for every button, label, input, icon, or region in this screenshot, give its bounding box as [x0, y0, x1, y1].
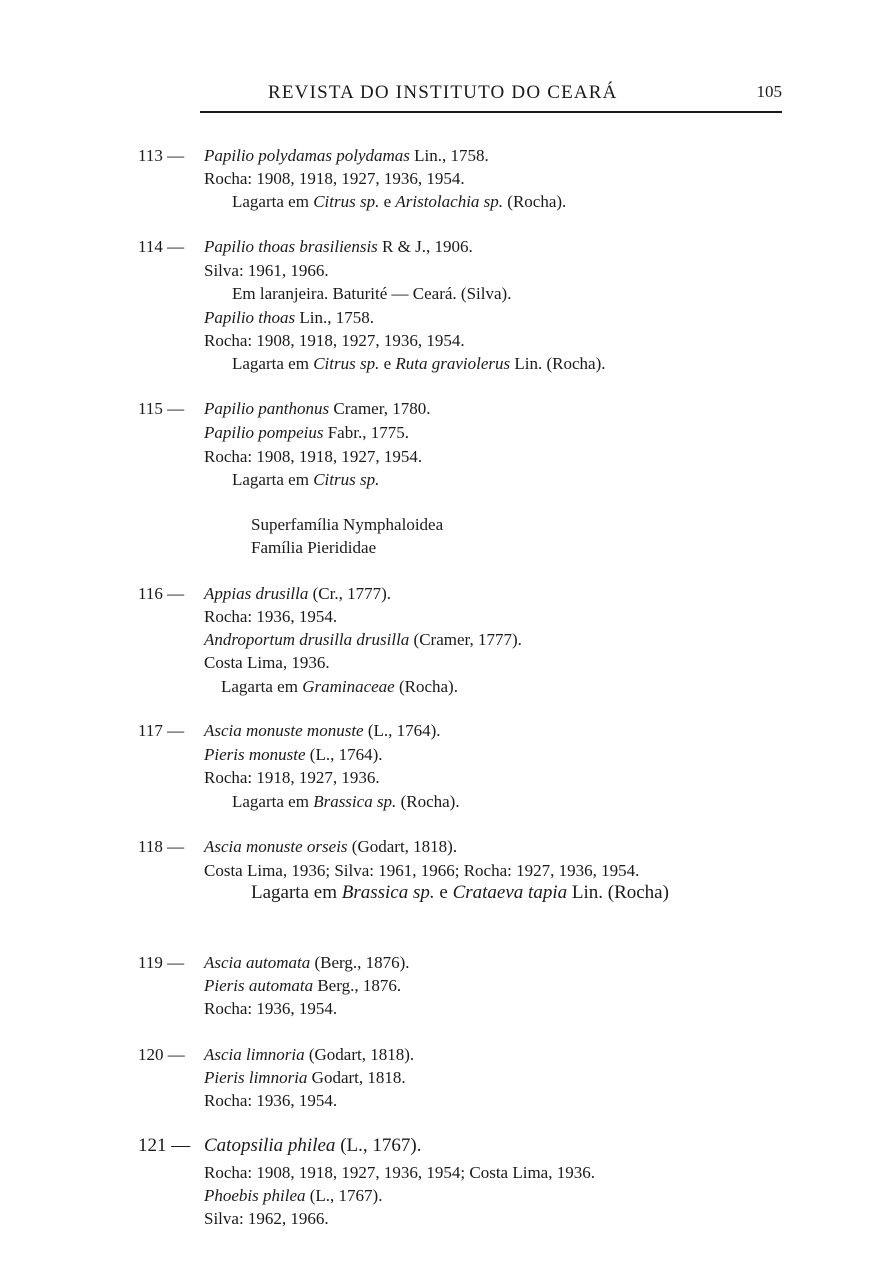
entry-number-113: 113 —	[138, 146, 185, 165]
entry-line: Silva: 1961, 1966.	[204, 261, 329, 280]
entry-line: Costa Lima, 1936; Silva: 1961, 1966; Rocha: 1927, 1936, 1954.	[204, 861, 640, 880]
entry-line: Rocha: 1908, 1918, 1927, 1936, 1954; Costa Lima, 1936.	[204, 1163, 595, 1182]
entry-line: Androportum drusilla drusilla (Cramer, 1777).	[204, 630, 522, 649]
entry-line: Phoebis philea (L., 1767).	[204, 1186, 383, 1205]
entry-line: Lagarta em Citrus sp. e Ruta graviolerus Lin. (Rocha).	[232, 354, 606, 373]
entry-line: Costa Lima, 1936.	[204, 653, 330, 672]
section-heading-superfamily: Superfamília Nymphaloidea	[251, 515, 444, 534]
entry-line: Rocha: 1908, 1918, 1927, 1936, 1954.	[204, 331, 465, 350]
entry-line: Papilio polydamas polydamas Lin., 1758.	[204, 146, 489, 165]
entry-number-121: 121 —	[138, 1135, 191, 1156]
entry-line: Lagarta em Citrus sp.	[232, 470, 380, 489]
section-heading-family: Família Pierididae	[251, 538, 377, 557]
entry-line: Pieris monuste (L., 1764).	[204, 745, 383, 764]
entry-line: Lagarta em Brassica sp. e Crataeva tapia Lin. (Rocha)	[251, 882, 669, 903]
entry-line: Pieris limnoria Godart, 1818.	[204, 1068, 406, 1087]
entry-line: Lagarta em Citrus sp. e Aristolachia sp. (Rocha).	[232, 192, 567, 211]
entry-number-118: 118 —	[138, 837, 185, 856]
entry-line: Lagarta em Brassica sp. (Rocha).	[232, 792, 460, 811]
entry-line: Rocha: 1936, 1954.	[204, 607, 338, 626]
header-rule	[200, 111, 782, 113]
entry-number-120: 120 —	[138, 1045, 185, 1064]
entry-line: Rocha: 1936, 1954.	[204, 1091, 338, 1110]
entry-line: Ascia automata (Berg., 1876).	[204, 953, 410, 972]
entry-line: Rocha: 1936, 1954.	[204, 999, 338, 1018]
entry-line: Catopsilia philea (L., 1767).	[204, 1135, 422, 1156]
entry-line: Rocha: 1918, 1927, 1936.	[204, 768, 380, 787]
running-header	[138, 80, 782, 106]
entry-number-115: 115 —	[138, 399, 185, 418]
entry-line: Papilio thoas Lin., 1758.	[204, 308, 375, 327]
entry-line: Silva: 1962, 1966.	[204, 1209, 329, 1228]
entry-number-117: 117 —	[138, 721, 185, 740]
entry-line: Ascia monuste monuste (L., 1764).	[204, 721, 441, 740]
entry-line: Papilio thoas brasiliensis R & J., 1906.	[204, 237, 473, 256]
entry-line: Lagarta em Graminaceae (Rocha).	[221, 677, 458, 696]
entry-line: Papilio panthonus Cramer, 1780.	[204, 399, 431, 418]
entry-number-116: 116 —	[138, 584, 185, 603]
journal-title: REVISTA DO INSTITUTO DO CEARÁ	[268, 82, 618, 103]
entry-number-119: 119 —	[138, 953, 185, 972]
entry-line: Em laranjeira. Baturité — Ceará. (Silva).	[232, 284, 512, 303]
page-number: 105	[756, 82, 782, 101]
entry-line: Ascia monuste orseis (Godart, 1818).	[204, 837, 458, 856]
entry-line: Rocha: 1908, 1918, 1927, 1936, 1954.	[204, 169, 465, 188]
entry-line: Papilio pompeius Fabr., 1775.	[204, 423, 409, 442]
entry-number-114: 114 —	[138, 237, 185, 256]
entry-line: Rocha: 1908, 1918, 1927, 1954.	[204, 447, 423, 466]
entry-line: Pieris automata Berg., 1876.	[204, 976, 402, 995]
entry-line: Ascia limnoria (Godart, 1818).	[204, 1045, 415, 1064]
entry-line: Appias drusilla (Cr., 1777).	[204, 584, 392, 603]
